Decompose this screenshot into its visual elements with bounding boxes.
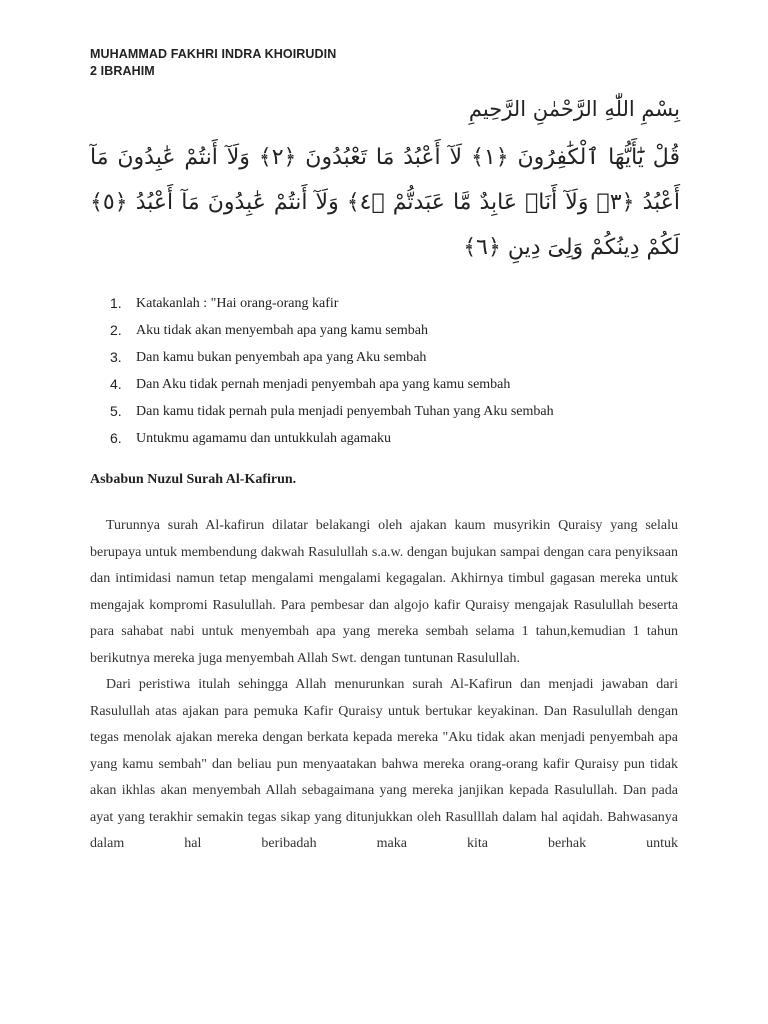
body-paragraph: Dari peristiwa itulah sehingga Allah menurunkan surah Al-Kafirun dan menjadi jawaban dari Rasulullah atas ajakan para pemuka Kafir Quraisy untuk bertukar keyakinan. Dan Rasulullah dengan tegas menolak ajakan mereka dengan berkata kepada mereka "Aku tidak akan menjadi penyembah apa yang kamu sembah" dan beliau pun menyaatakan bahwa mereka orang-orang kafir Quraisy pun tidak akan ikhlas akan menyembah Allah sebagaimana yang mereka janjikan kepada Rasulullah. Dan pada ayat yang terakhir semakin tegas sikap yang ditunjukkan oleh Rasulllah dalam hal aqidah. Bahwasanya dalam hal beribadah maka kita berhak untuk	[90, 677, 678, 851]
translation-text: Dan kamu bukan penyembah apa yang Aku sembah	[136, 350, 427, 365]
translation-item	[110, 317, 554, 344]
translation-item	[110, 425, 554, 452]
body-paragraph: Turunnya surah Al-kafirun dilatar belakangi oleh ajakan kaum musyrikin Quraisy yang selalu berupaya untuk membendung dakwah Rasulullah s.a.w. dengan bujukan sampai dengan cara penyiksaan dan intimidasi namun tetap mengalami mengalami kegagalan. Akhirnya timbul gagasan mereka untuk mengajak kompromi Rasulullah. Para pembesar dan algojo kafir Quraisy mengajak Rasulullah beserta para sahabat nabi untuk menyembah apa yang mereka sembah selama 1 tahun,kemudian 1 tahun berikutnya mereka juga menyembah Allah Swt. dengan tuntunan Rasulullah.	[90, 518, 678, 666]
author-block	[90, 46, 336, 80]
body-text	[90, 513, 678, 858]
surah-ayat-text: قُلْ يَٰٓأَيُّهَا ٱلْكَٰفِرُونَ ﴿١﴾ لَآ أَعْبُدُ مَا تَعْبُدُونَ ﴿٢﴾ وَلَآ أَنتُمْ عَٰبِدُونَ مَآ أَعْبُدُ ﴿٣﴾ وَلَآ أَنَا۠ عَابِدٌ مَّا عَبَدتُّمْ ﴿٤﴾ وَلَآ أَنتُمْ عَٰبِدُونَ مَآ أَعْبُدُ ﴿٥﴾ لَكُمْ دِينُكُمْ وَلِىَ دِينِ ﴿٦﴾	[90, 145, 680, 260]
list-number: 2.	[110, 322, 122, 338]
translation-item	[110, 344, 554, 371]
translation-text: Aku tidak akan menyembah apa yang kamu sembah	[136, 323, 428, 338]
translation-item	[110, 398, 554, 425]
translation-text: Untukmu agamamu dan untukkulah agamaku	[136, 431, 392, 446]
list-number: 1.	[110, 295, 122, 311]
list-number: 4.	[110, 376, 122, 392]
translation-text: Katakanlah : "Hai orang-orang kafir	[136, 296, 339, 311]
translation-item	[110, 371, 554, 398]
basmalah: بِسْمِ اللّٰهِ الرَّحْمٰنِ الرَّحِيمِ	[468, 97, 680, 121]
section-heading: Asbabun Nuzul Surah Al-Kafirun.	[90, 472, 297, 487]
author-class: 2 IBRAHIM	[90, 64, 155, 78]
translation-list	[110, 290, 554, 452]
author-name: MUHAMMAD FAKHRI INDRA KHOIRUDIN	[90, 47, 337, 61]
translation-text: Dan kamu tidak pernah pula menjadi penyembah Tuhan yang Aku sembah	[136, 404, 554, 419]
translation-item	[110, 290, 554, 317]
translation-text: Dan Aku tidak pernah menjadi penyembah apa yang kamu sembah	[136, 377, 511, 392]
list-number: 5.	[110, 403, 122, 419]
list-number: 6.	[110, 430, 122, 446]
list-number: 3.	[110, 349, 122, 365]
